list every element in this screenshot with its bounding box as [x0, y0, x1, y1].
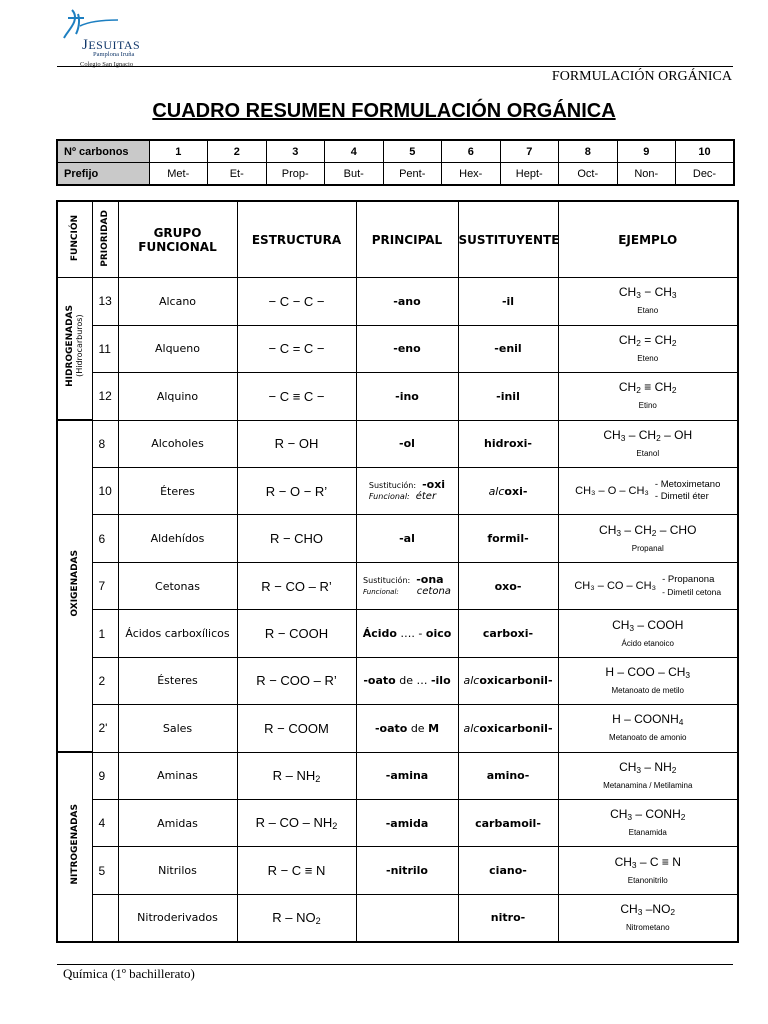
header-structure: ESTRUCTURA	[237, 201, 356, 278]
structure-cell: R − O − R’	[237, 467, 356, 514]
example-cell: $CH_3$ $-NO_2$ Nitrometano	[558, 894, 738, 942]
carbon-number: 2	[208, 140, 267, 163]
structure-cell: − C − C −	[237, 278, 356, 325]
prefix-cell: Met-	[149, 163, 208, 186]
prefix-label: Prefijo	[57, 163, 149, 186]
carbon-number: 7	[500, 140, 559, 163]
header-substituent: SUSTITUYENTE	[458, 201, 558, 278]
group-name: Nitroderivados	[118, 894, 237, 942]
principal-cell: Ácido …. - oico	[356, 610, 458, 657]
group-name: Amidas	[118, 800, 237, 847]
table-row	[57, 420, 738, 467]
school-logo	[60, 8, 150, 68]
carbon-number: 8	[559, 140, 618, 163]
table-row	[57, 752, 738, 799]
group-name: Alcoholes	[118, 420, 237, 467]
table-row	[57, 325, 738, 372]
footer-text: Química (1º bachillerato)	[63, 966, 195, 981]
structure-cell: R − OH	[237, 420, 356, 467]
substituent-cell: formil-	[458, 515, 558, 562]
substituent-cell: amino-	[458, 752, 558, 799]
prefix-cell: Pent-	[383, 163, 442, 186]
carbon-prefix-table	[56, 139, 735, 186]
header-function: FUNCIÓN	[57, 201, 92, 278]
principal-cell: -eno	[356, 325, 458, 372]
example-cell: $CH_2 \equiv CH_2$ Etino	[558, 373, 738, 420]
substituent-cell: alcoxi-	[458, 467, 558, 514]
principal-cell	[356, 894, 458, 942]
priority-cell: 11	[92, 325, 118, 372]
example-cell: H – $COONH_4$ Metanoato de amonio	[558, 705, 738, 752]
structure-cell: − C ≡ C −	[237, 373, 356, 420]
priority-cell: 6	[92, 515, 118, 562]
group-name: Aldehídos	[118, 515, 237, 562]
group-name: Sales	[118, 705, 237, 752]
structure-cell: − C = C −	[237, 325, 356, 372]
group-name: Alquino	[118, 373, 237, 420]
carbon-count-label: Nº carbonos	[57, 140, 149, 163]
carbon-number: 10	[676, 140, 735, 163]
footer-rule	[57, 964, 733, 965]
prefix-cell: Hept-	[500, 163, 559, 186]
brand-name: JESUITAS	[82, 37, 141, 53]
carbon-number: 4	[325, 140, 384, 163]
table-row	[57, 657, 738, 704]
structure-cell: R − CHO	[237, 515, 356, 562]
example-cell: $CH_3 - CH_2$ – OH Etanol	[558, 420, 738, 467]
structure-cell: R − C ≡ N	[237, 847, 356, 894]
priority-cell: 8	[92, 420, 118, 467]
group-name: Ácidos carboxílicos	[118, 610, 237, 657]
table-row	[57, 467, 738, 514]
substituent-cell: alcoxicarbonil-	[458, 705, 558, 752]
priority-cell: 2	[92, 657, 118, 704]
example-cell: $CH_3 - C \equiv N$ Etanonitrilo	[558, 847, 738, 894]
principal-cell: -ol	[356, 420, 458, 467]
example-cell: CH₃ – CO – CH₃ - Propanona - Dimetil cetona	[558, 562, 738, 609]
prefix-cell: Hex-	[442, 163, 501, 186]
table-header-row	[57, 201, 738, 278]
header-rule	[57, 66, 733, 67]
table-row	[57, 562, 738, 609]
table-row	[57, 610, 738, 657]
priority-cell: 5	[92, 847, 118, 894]
page-title: CUADRO RESUMEN FORMULACIÓN ORGÁNICA	[152, 100, 616, 122]
example-cell: $CH_3$ – COOH Ácido etanoico	[558, 610, 738, 657]
structure-cell: R − COOH	[237, 610, 356, 657]
prefix-cell: Prop-	[266, 163, 325, 186]
substituent-cell: carbamoil-	[458, 800, 558, 847]
brand-school: Colegio San Ignacio	[80, 61, 134, 68]
substituent-cell: oxo-	[458, 562, 558, 609]
structure-cell: R – $NH_2$	[237, 752, 356, 799]
principal-cell: -al	[356, 515, 458, 562]
carbon-number: 1	[149, 140, 208, 163]
group-hydrogenated: HIDROGENADAS (Hidrocarburos)	[57, 278, 92, 420]
principal-cell: -amida	[356, 800, 458, 847]
substituent-cell: alcoxicarbonil-	[458, 657, 558, 704]
header-principal: PRINCIPAL	[356, 201, 458, 278]
prefix-cell: But-	[325, 163, 384, 186]
group-name: Éteres	[118, 467, 237, 514]
table-row	[57, 373, 738, 420]
structure-cell: R − COO – R’	[237, 657, 356, 704]
example-cell: $CH_3 - CH_2$ – CHO Propanal	[558, 515, 738, 562]
group-name: Ésteres	[118, 657, 237, 704]
functional-groups-table	[56, 200, 739, 943]
substituent-cell: -inil	[458, 373, 558, 420]
header-example: EJEMPLO	[558, 201, 738, 278]
priority-cell	[92, 894, 118, 942]
carbon-number: 3	[266, 140, 325, 163]
substituent-cell: ciano-	[458, 847, 558, 894]
header-group: GRUPO FUNCIONAL	[118, 201, 237, 278]
substituent-cell: -il	[458, 278, 558, 325]
group-nitrogenated: NITROGENADAS	[57, 752, 92, 942]
priority-cell: 10	[92, 467, 118, 514]
table-row	[57, 894, 738, 942]
principal-cell: -oato de M	[356, 705, 458, 752]
prefix-cell: Dec-	[676, 163, 735, 186]
group-name: Alcano	[118, 278, 237, 325]
priority-cell: 7	[92, 562, 118, 609]
prefix-cell: Oct-	[559, 163, 618, 186]
section-title: FORMULACIÓN ORGÁNICA	[551, 69, 732, 84]
example-cell: CH₃ – O – CH₃ - Metoximetano - Dimetil éter	[558, 467, 738, 514]
brand-location: Pamplona Iruña	[93, 51, 135, 58]
example-cell: $CH_3 - NH_2$ Metanamina / Metilamina	[558, 752, 738, 799]
structure-cell: R − COOM	[237, 705, 356, 752]
group-oxygenated: OXIGENADAS	[57, 420, 92, 752]
group-name: Cetonas	[118, 562, 237, 609]
structure-cell: R – CO – $NH_2$	[237, 800, 356, 847]
example-cell: H – COO – $CH_3$ Metanoato de metilo	[558, 657, 738, 704]
group-name: Aminas	[118, 752, 237, 799]
structure-cell: R − CO – R’	[237, 562, 356, 609]
carbon-number: 6	[442, 140, 501, 163]
principal-cell: -oato de … -ilo	[356, 657, 458, 704]
carbon-number: 5	[383, 140, 442, 163]
priority-cell: 9	[92, 752, 118, 799]
principal-cell: -amina	[356, 752, 458, 799]
principal-cell: Sustitución: -oxi Funcional: éter	[356, 467, 458, 514]
prefix-cell: Et-	[208, 163, 267, 186]
example-cell: $CH_3 - CH_3$ Etano	[558, 278, 738, 325]
principal-cell: Sustitución: -ona Funcional: cetona	[356, 562, 458, 609]
substituent-cell: nitro-	[458, 894, 558, 942]
principal-cell: -ano	[356, 278, 458, 325]
structure-cell: R – $NO_2$	[237, 894, 356, 942]
substituent-cell: carboxi-	[458, 610, 558, 657]
priority-cell: 12	[92, 373, 118, 420]
table-row	[57, 515, 738, 562]
carbon-number: 9	[617, 140, 676, 163]
table-row	[57, 800, 738, 847]
priority-cell: 1	[92, 610, 118, 657]
table-row	[57, 705, 738, 752]
carbon-count-row	[57, 140, 734, 163]
group-name: Alqueno	[118, 325, 237, 372]
example-cell: $CH_3$ – $CONH_2$ Etanamida	[558, 800, 738, 847]
prefix-row	[57, 163, 734, 186]
priority-cell: 13	[92, 278, 118, 325]
substituent-cell: hidroxi-	[458, 420, 558, 467]
table-row	[57, 847, 738, 894]
principal-cell: -ino	[356, 373, 458, 420]
group-name: Nitrilos	[118, 847, 237, 894]
principal-cell: -nitrilo	[356, 847, 458, 894]
substituent-cell: -enil	[458, 325, 558, 372]
header-priority: PRIORIDAD	[92, 201, 118, 278]
table-row	[57, 278, 738, 325]
priority-cell: 2'	[92, 705, 118, 752]
example-cell: $CH_2 = CH_2$ Eteno	[558, 325, 738, 372]
prefix-cell: Non-	[617, 163, 676, 186]
priority-cell: 4	[92, 800, 118, 847]
